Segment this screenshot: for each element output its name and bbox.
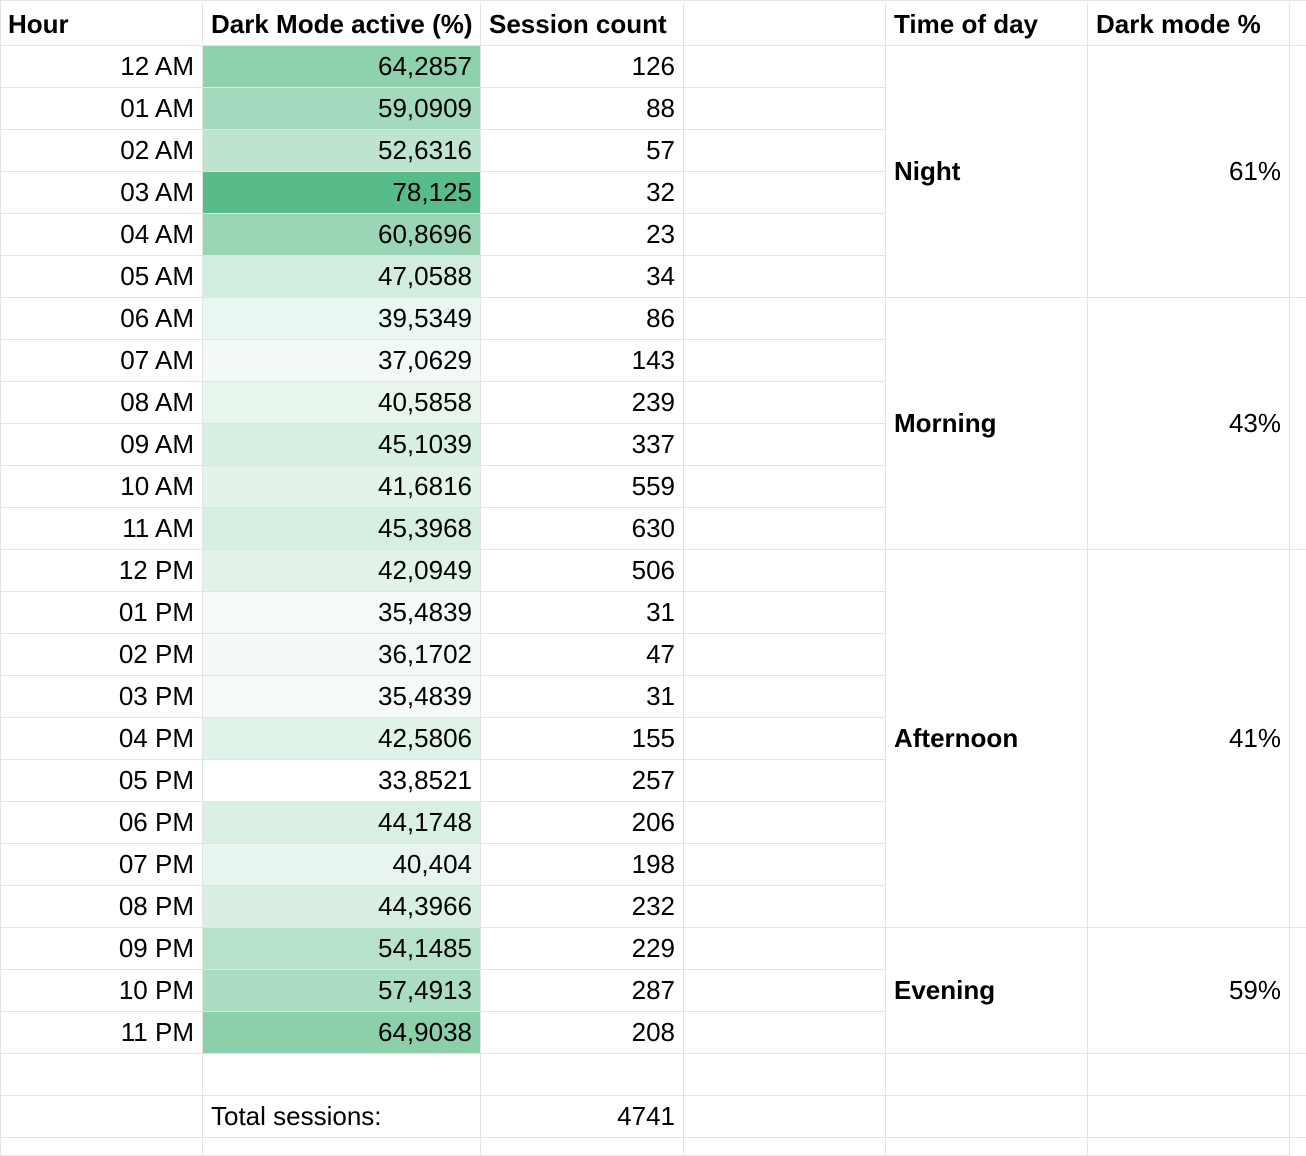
hour-cell[interactable]: 02 AM bbox=[0, 130, 203, 172]
empty-cell[interactable] bbox=[684, 886, 886, 928]
dark-mode-cell[interactable]: 64,2857 bbox=[203, 46, 481, 88]
dark-mode-cell[interactable]: 35,4839 bbox=[203, 592, 481, 634]
dark-mode-cell[interactable]: 78,125 bbox=[203, 172, 481, 214]
hour-cell[interactable]: 07 AM bbox=[0, 340, 203, 382]
empty-cell[interactable] bbox=[684, 1138, 886, 1156]
dark-mode-pct-cell[interactable]: 43% bbox=[1088, 298, 1290, 550]
hour-cell[interactable]: 09 AM bbox=[0, 424, 203, 466]
dark-mode-cell[interactable]: 42,5806 bbox=[203, 718, 481, 760]
session-count-cell[interactable]: 287 bbox=[481, 970, 684, 1012]
dark-mode-pct-cell[interactable]: 61% bbox=[1088, 46, 1290, 298]
hour-cell[interactable]: 12 PM bbox=[0, 550, 203, 592]
dark-mode-cell[interactable]: 59,0909 bbox=[203, 88, 481, 130]
session-count-cell[interactable]: 143 bbox=[481, 340, 684, 382]
empty-cell[interactable] bbox=[684, 1054, 886, 1096]
session-count-cell[interactable]: 232 bbox=[481, 886, 684, 928]
empty-cell[interactable] bbox=[684, 844, 886, 886]
empty-cell[interactable] bbox=[684, 298, 886, 340]
empty-cell[interactable] bbox=[684, 382, 886, 424]
dark-mode-cell[interactable]: 44,3966 bbox=[203, 886, 481, 928]
empty-cell[interactable] bbox=[684, 214, 886, 256]
dark-mode-cell[interactable]: 40,404 bbox=[203, 844, 481, 886]
session-count-cell[interactable]: 559 bbox=[481, 466, 684, 508]
dark-mode-pct-cell[interactable]: 59% bbox=[1088, 928, 1290, 1054]
empty-cell[interactable] bbox=[684, 760, 886, 802]
empty-cell[interactable] bbox=[684, 928, 886, 970]
hour-cell[interactable]: 08 PM bbox=[0, 886, 203, 928]
empty-cell[interactable] bbox=[203, 1138, 481, 1156]
session-count-cell[interactable]: 23 bbox=[481, 214, 684, 256]
session-count-cell[interactable]: 257 bbox=[481, 760, 684, 802]
session-count-cell[interactable]: 239 bbox=[481, 382, 684, 424]
hour-cell[interactable]: 06 AM bbox=[0, 298, 203, 340]
empty-cell[interactable] bbox=[684, 1096, 886, 1138]
header-hour[interactable]: Hour bbox=[0, 4, 203, 46]
hour-cell[interactable]: 07 PM bbox=[0, 844, 203, 886]
dark-mode-cell[interactable]: 42,0949 bbox=[203, 550, 481, 592]
empty-cell[interactable] bbox=[0, 1054, 203, 1096]
dark-mode-cell[interactable]: 35,4839 bbox=[203, 676, 481, 718]
session-count-cell[interactable]: 34 bbox=[481, 256, 684, 298]
empty-cell[interactable] bbox=[1290, 550, 1306, 928]
dark-mode-cell[interactable]: 64,9038 bbox=[203, 1012, 481, 1054]
session-count-cell[interactable]: 506 bbox=[481, 550, 684, 592]
dark-mode-cell[interactable]: 36,1702 bbox=[203, 634, 481, 676]
grid-top-border bbox=[0, 0, 1306, 1]
session-count-cell[interactable]: 31 bbox=[481, 592, 684, 634]
dark-mode-cell[interactable]: 52,6316 bbox=[203, 130, 481, 172]
dark-mode-cell[interactable]: 37,0629 bbox=[203, 340, 481, 382]
empty-cell[interactable] bbox=[684, 256, 886, 298]
empty-cell[interactable] bbox=[481, 1054, 684, 1096]
header-session-count[interactable]: Session count bbox=[481, 4, 684, 46]
hour-cell[interactable]: 12 AM bbox=[0, 46, 203, 88]
dark-mode-cell[interactable]: 45,1039 bbox=[203, 424, 481, 466]
empty-cell[interactable] bbox=[684, 340, 886, 382]
empty-cell[interactable] bbox=[1290, 1096, 1306, 1138]
header-extra[interactable] bbox=[1290, 4, 1306, 46]
empty-cell[interactable] bbox=[684, 46, 886, 88]
dark-mode-pct-cell[interactable]: 41% bbox=[1088, 550, 1290, 928]
empty-cell[interactable] bbox=[684, 550, 886, 592]
session-count-cell[interactable]: 630 bbox=[481, 508, 684, 550]
hour-cell[interactable]: 09 PM bbox=[0, 928, 203, 970]
hour-cell[interactable]: 11 PM bbox=[0, 1012, 203, 1054]
session-count-cell[interactable]: 47 bbox=[481, 634, 684, 676]
empty-cell[interactable] bbox=[684, 466, 886, 508]
total-sessions-label[interactable]: Total sessions: bbox=[203, 1096, 481, 1138]
hour-cell[interactable]: 01 AM bbox=[0, 88, 203, 130]
empty-cell[interactable] bbox=[203, 1054, 481, 1096]
dark-mode-cell[interactable]: 57,4913 bbox=[203, 970, 481, 1012]
total-sessions-value[interactable]: 4741 bbox=[481, 1096, 684, 1138]
session-count-cell[interactable]: 57 bbox=[481, 130, 684, 172]
empty-cell[interactable] bbox=[684, 424, 886, 466]
empty-cell[interactable] bbox=[684, 718, 886, 760]
dark-mode-cell[interactable]: 33,8521 bbox=[203, 760, 481, 802]
empty-cell[interactable] bbox=[684, 676, 886, 718]
time-of-day-cell[interactable]: Afternoon bbox=[886, 550, 1088, 928]
time-of-day-cell[interactable]: Morning bbox=[886, 298, 1088, 550]
dark-mode-cell[interactable]: 40,5858 bbox=[203, 382, 481, 424]
empty-cell[interactable] bbox=[684, 88, 886, 130]
empty-cell[interactable] bbox=[684, 172, 886, 214]
dark-mode-cell[interactable]: 47,0588 bbox=[203, 256, 481, 298]
empty-cell[interactable] bbox=[1088, 1096, 1290, 1138]
hour-cell[interactable]: 01 PM bbox=[0, 592, 203, 634]
empty-cell[interactable] bbox=[1290, 298, 1306, 550]
empty-cell[interactable] bbox=[886, 1138, 1088, 1156]
hour-cell[interactable]: 03 PM bbox=[0, 676, 203, 718]
session-count-cell[interactable]: 208 bbox=[481, 1012, 684, 1054]
session-count-cell[interactable]: 155 bbox=[481, 718, 684, 760]
session-count-cell[interactable]: 337 bbox=[481, 424, 684, 466]
hour-cell[interactable]: 03 AM bbox=[0, 172, 203, 214]
empty-cell[interactable] bbox=[886, 1054, 1088, 1096]
dark-mode-cell[interactable]: 54,1485 bbox=[203, 928, 481, 970]
session-count-cell[interactable]: 86 bbox=[481, 298, 684, 340]
header-dark-mode-active[interactable]: Dark Mode active (%) bbox=[203, 4, 481, 46]
empty-cell[interactable] bbox=[0, 1138, 203, 1156]
hour-cell[interactable]: 04 PM bbox=[0, 718, 203, 760]
empty-cell[interactable] bbox=[1290, 46, 1306, 298]
header-dark-mode-pct[interactable]: Dark mode % bbox=[1088, 4, 1290, 46]
dark-mode-cell[interactable]: 44,1748 bbox=[203, 802, 481, 844]
empty-cell[interactable] bbox=[481, 1138, 684, 1156]
header-time-of-day[interactable]: Time of day bbox=[886, 4, 1088, 46]
hour-cell[interactable]: 05 PM bbox=[0, 760, 203, 802]
session-count-cell[interactable]: 229 bbox=[481, 928, 684, 970]
empty-cell[interactable] bbox=[684, 592, 886, 634]
time-of-day-cell[interactable]: Night bbox=[886, 46, 1088, 298]
empty-cell[interactable] bbox=[684, 802, 886, 844]
hour-cell[interactable]: 06 PM bbox=[0, 802, 203, 844]
empty-cell[interactable] bbox=[684, 130, 886, 172]
session-count-cell[interactable]: 88 bbox=[481, 88, 684, 130]
header-empty[interactable] bbox=[684, 4, 886, 46]
dark-mode-cell[interactable]: 45,3968 bbox=[203, 508, 481, 550]
empty-cell[interactable] bbox=[1290, 928, 1306, 1054]
empty-cell[interactable] bbox=[1290, 1054, 1306, 1096]
empty-cell[interactable] bbox=[684, 970, 886, 1012]
hour-cell[interactable]: 05 AM bbox=[0, 256, 203, 298]
hour-cell[interactable]: 10 AM bbox=[0, 466, 203, 508]
empty-cell[interactable] bbox=[684, 1012, 886, 1054]
hour-cell[interactable]: 08 AM bbox=[0, 382, 203, 424]
empty-cell[interactable] bbox=[1088, 1138, 1290, 1156]
empty-cell[interactable] bbox=[886, 1096, 1088, 1138]
dark-mode-cell[interactable]: 41,6816 bbox=[203, 466, 481, 508]
hour-cell[interactable]: 11 AM bbox=[0, 508, 203, 550]
empty-cell[interactable] bbox=[0, 1096, 203, 1138]
session-count-cell[interactable]: 198 bbox=[481, 844, 684, 886]
session-count-cell[interactable]: 32 bbox=[481, 172, 684, 214]
time-of-day-cell[interactable]: Evening bbox=[886, 928, 1088, 1054]
hour-cell[interactable]: 10 PM bbox=[0, 970, 203, 1012]
session-count-cell[interactable]: 206 bbox=[481, 802, 684, 844]
session-count-cell[interactable]: 126 bbox=[481, 46, 684, 88]
dark-mode-cell[interactable]: 39,5349 bbox=[203, 298, 481, 340]
session-count-cell[interactable]: 31 bbox=[481, 676, 684, 718]
empty-cell[interactable] bbox=[1088, 1054, 1290, 1096]
hour-cell[interactable]: 02 PM bbox=[0, 634, 203, 676]
empty-cell[interactable] bbox=[684, 508, 886, 550]
dark-mode-cell[interactable]: 60,8696 bbox=[203, 214, 481, 256]
empty-cell[interactable] bbox=[684, 634, 886, 676]
hour-cell[interactable]: 04 AM bbox=[0, 214, 203, 256]
